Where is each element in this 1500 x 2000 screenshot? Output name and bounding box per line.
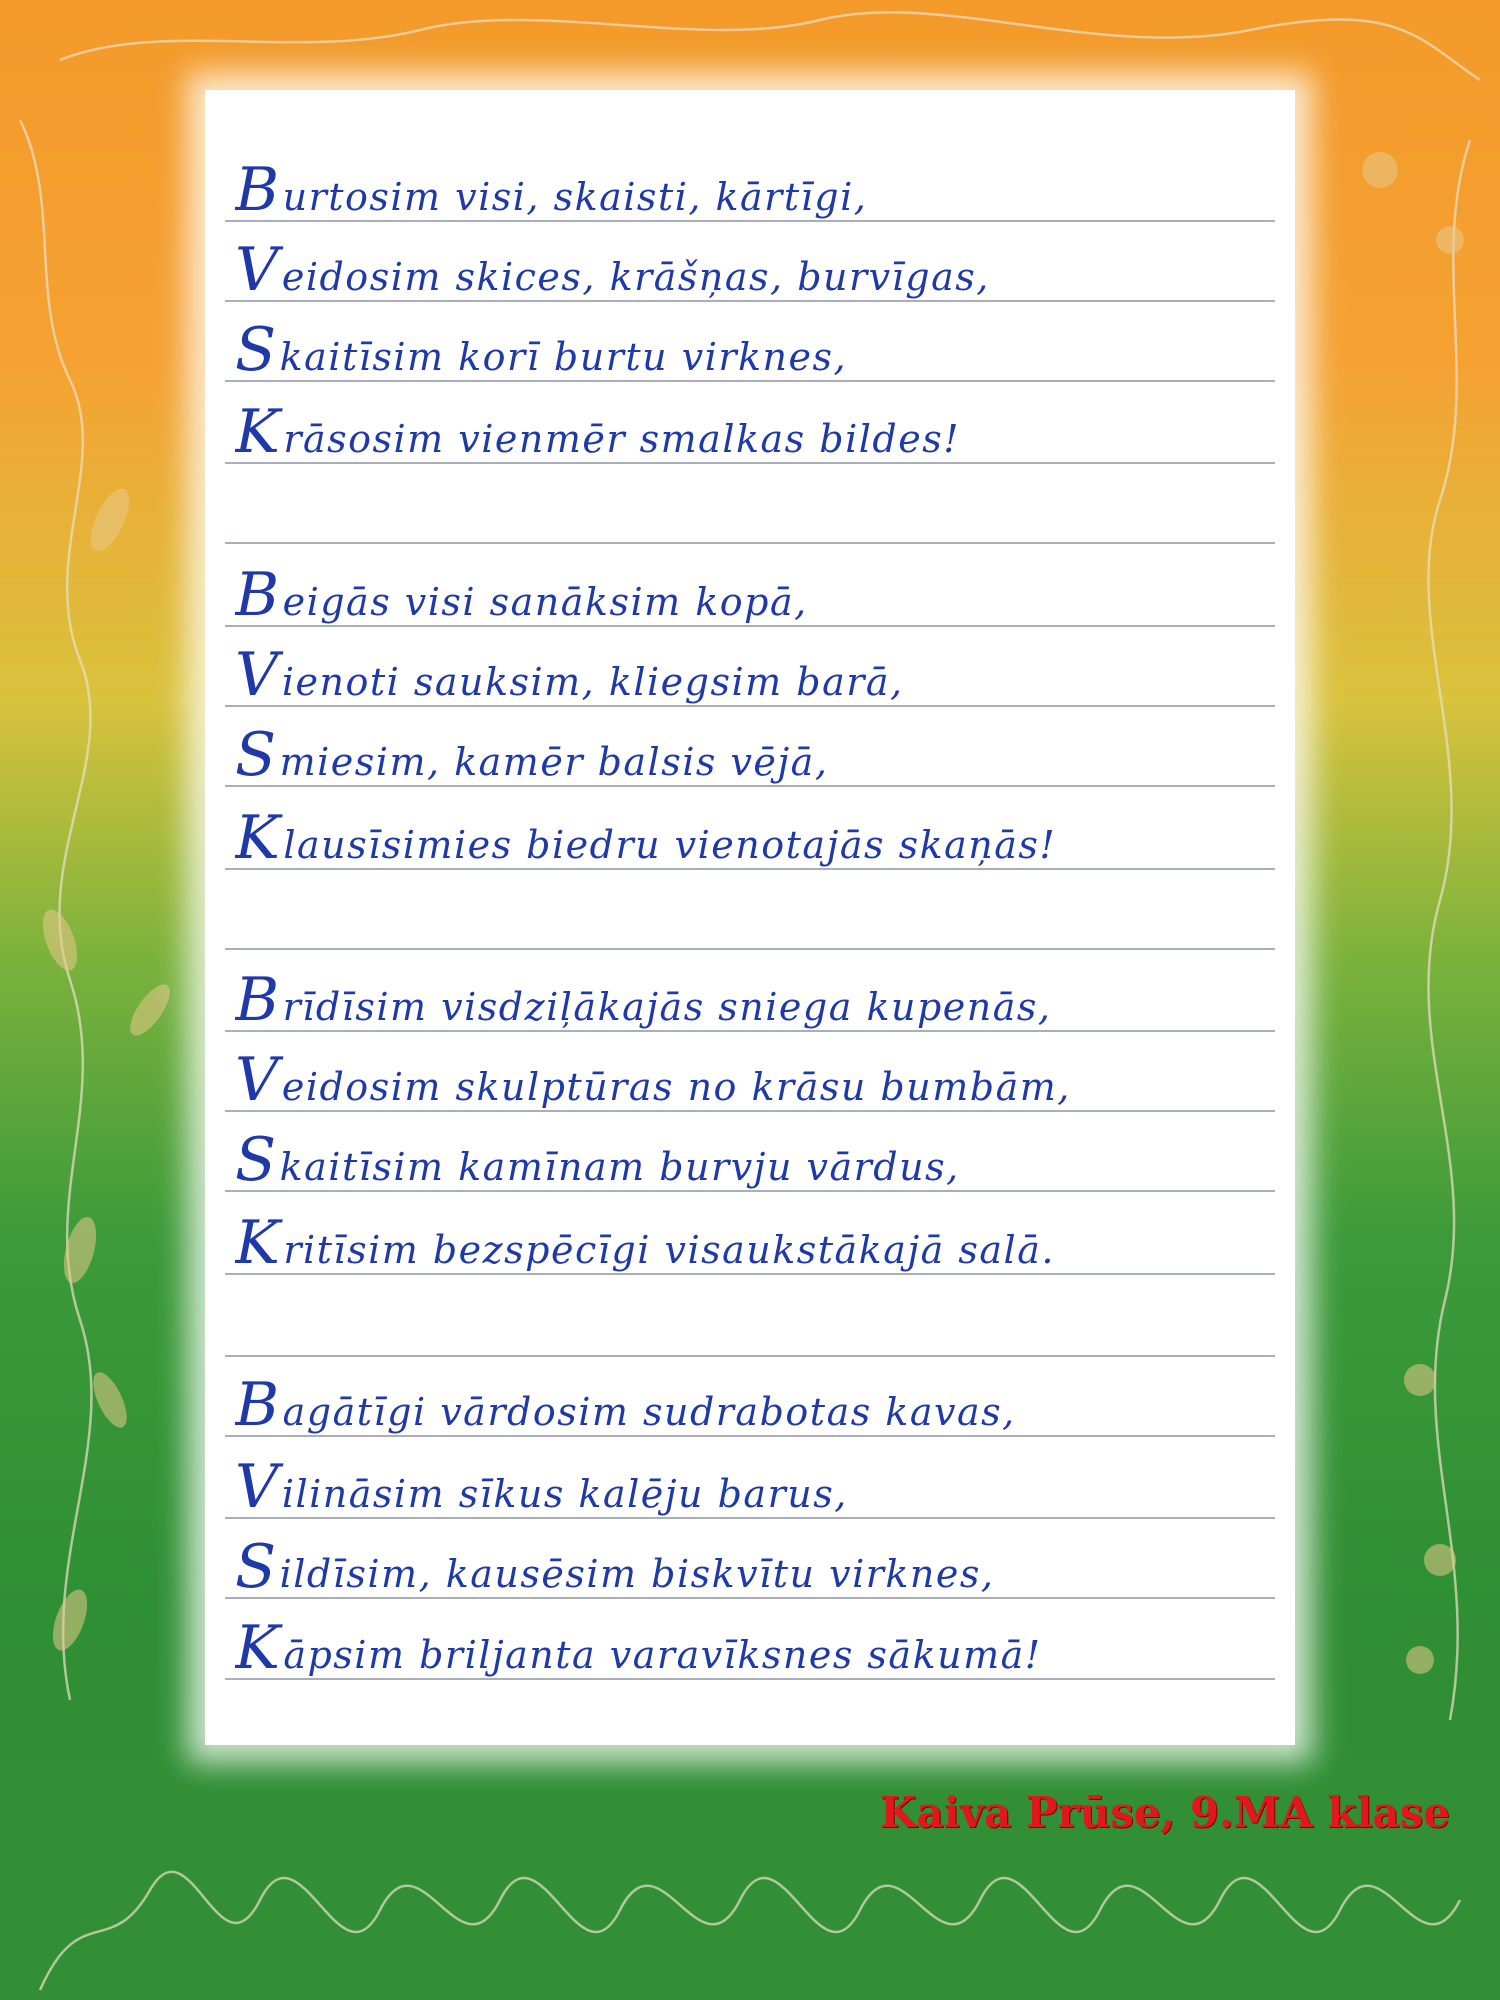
line-initial-letter: V	[235, 240, 280, 300]
line-initial-letter: B	[235, 565, 281, 625]
paper-rule	[225, 542, 1275, 544]
paper-rule	[225, 625, 1275, 627]
line-initial-letter: V	[235, 1457, 280, 1517]
paper-rule	[225, 1355, 1275, 1357]
paper-rule	[225, 948, 1275, 950]
poem-line: Vilināsim sīkus kalēju barus,	[235, 1457, 1265, 1517]
line-initial-letter: B	[235, 160, 281, 220]
paper-rule	[225, 220, 1275, 222]
author-signature: Kaiva Prūse, 9.MA klase	[880, 1788, 1450, 1837]
paper-rule	[225, 380, 1275, 382]
lined-paper-sheet	[205, 90, 1295, 1745]
paper-rule	[225, 1273, 1275, 1275]
poem-line: Krāsosim vienmēr smalkas bildes!	[235, 402, 1265, 462]
line-initial-letter: S	[235, 725, 278, 785]
line-initial-letter: S	[235, 1537, 278, 1597]
poem-line: Beigās visi sanāksim kopā,	[235, 565, 1265, 625]
paper-rule	[225, 705, 1275, 707]
paper-rule	[225, 1517, 1275, 1519]
paper-rule	[225, 1678, 1275, 1680]
line-initial-letter: B	[235, 970, 281, 1030]
poem-line: Skaitīsim kamīnam burvju vārdus,	[235, 1130, 1265, 1190]
poem-line: Skaitīsim korī burtu virknes,	[235, 320, 1265, 380]
poem-line: Veidosim skulptūras no krāsu bumbām,	[235, 1050, 1265, 1110]
paper-rule	[225, 1597, 1275, 1599]
line-initial-letter: K	[235, 402, 282, 462]
poem-line: Kāpsim briljanta varavīksnes sākumā!	[235, 1618, 1265, 1678]
line-initial-letter: S	[235, 320, 278, 380]
paper-rule	[225, 1190, 1275, 1192]
poem-line: Smiesim, kamēr balsis vējā,	[235, 725, 1265, 785]
paper-rule	[225, 1110, 1275, 1112]
paper-rule	[225, 868, 1275, 870]
poem-line: Kritīsim bezspēcīgi visaukstākajā salā.	[235, 1213, 1265, 1273]
paper-rule	[225, 785, 1275, 787]
poem-line: Veidosim skices, krāšņas, burvīgas,	[235, 240, 1265, 300]
line-initial-letter: K	[235, 1618, 282, 1678]
poem-line: Sildīsim, kausēsim biskvītu virknes,	[235, 1537, 1265, 1597]
line-initial-letter: B	[235, 1375, 281, 1435]
poem-line: Vienoti sauksim, kliegsim barā,	[235, 645, 1265, 705]
poem-line: Klausīsimies biedru vienotajās skaņās!	[235, 808, 1265, 868]
line-initial-letter: K	[235, 1213, 282, 1273]
paper-rule	[225, 462, 1275, 464]
poem-line: Bagātīgi vārdosim sudrabotas kavas,	[235, 1375, 1265, 1435]
paper-rule	[225, 1030, 1275, 1032]
line-initial-letter: V	[235, 645, 280, 705]
paper-rule	[225, 300, 1275, 302]
poem-line: Brīdīsim visdziļākajās sniega kupenās,	[235, 970, 1265, 1030]
paper-rule	[225, 1435, 1275, 1437]
line-initial-letter: S	[235, 1130, 278, 1190]
line-initial-letter: K	[235, 808, 282, 868]
poem-line: Burtosim visi, skaisti, kārtīgi,	[235, 160, 1265, 220]
line-initial-letter: V	[235, 1050, 280, 1110]
